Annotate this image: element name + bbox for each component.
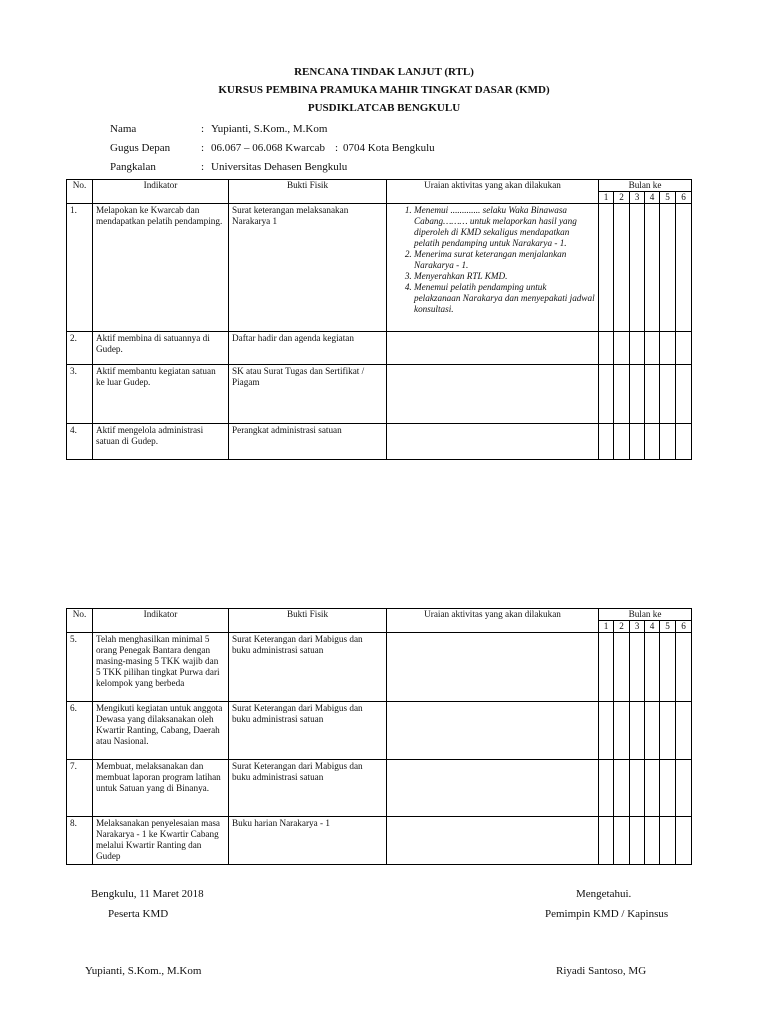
row-bukti-fisik: Surat Keterangan dari Mabigus dan buku administrasi satuan	[229, 633, 387, 702]
row-indikator: Aktif mengelola administrasi satuan di Gudep.	[93, 424, 229, 460]
month-cell	[599, 817, 614, 865]
right-signer-role: Pemimpin KMD / Kapinsus	[545, 908, 669, 920]
nama-value: Yupianti, S.Kom., M.Kom	[211, 123, 328, 135]
activity-item: 3. Menyerahkan RTL KMD.	[414, 271, 595, 282]
month-cell	[660, 365, 676, 424]
month-cell	[660, 817, 676, 865]
month-cell	[614, 204, 630, 332]
row-uraian	[387, 817, 599, 865]
month-cell	[660, 332, 676, 365]
month-cell	[676, 633, 692, 702]
header-month-3: 3	[630, 621, 645, 633]
rtl-table-2	[66, 608, 692, 865]
pangkalan-label: Pangkalan	[110, 161, 156, 173]
activity-list	[390, 205, 595, 315]
row-no: 2.	[67, 332, 93, 365]
header-indikator: Indikator	[93, 180, 229, 204]
header-month-2: 2	[614, 192, 630, 204]
month-cell	[660, 760, 676, 817]
header-uraian: Uraian aktivitas yang akan dilakukan	[387, 609, 599, 633]
header-bulan-ke: Bulan ke	[599, 609, 692, 621]
pangkalan-colon: :	[201, 161, 205, 173]
row-bukti-fisik: Perangkat administrasi satuan	[229, 424, 387, 460]
month-cell	[645, 332, 660, 365]
right-signer-name: Riyadi Santoso, MG	[556, 965, 647, 977]
month-cell	[645, 365, 660, 424]
header-no: No.	[67, 180, 93, 204]
header-month-5: 5	[660, 621, 676, 633]
header-indikator: Indikator	[93, 609, 229, 633]
month-cell	[614, 633, 630, 702]
month-cell	[614, 817, 630, 865]
header-month-3: 3	[630, 192, 645, 204]
row-indikator: Aktif membina di satuannya di Gudep.	[93, 332, 229, 365]
month-cell	[599, 332, 614, 365]
table-row	[67, 365, 692, 424]
month-cell	[645, 817, 660, 865]
row-no: 5.	[67, 633, 93, 702]
month-cell	[599, 424, 614, 460]
header-no: No.	[67, 609, 93, 633]
row-no: 7.	[67, 760, 93, 817]
rtl-table-1	[66, 179, 692, 460]
kwarcab-value: 0704 Kota Bengkulu	[343, 142, 435, 154]
row-indikator: Melapokan ke Kwarcab dan mendapatkan pelatih pendamping.	[93, 204, 229, 332]
row-uraian	[387, 332, 599, 365]
activity-item: 4. Menemui pelatih pendamping untuk pelakzanaan Narakarya dan menyepakati jadwal konsultasi.	[414, 282, 595, 315]
month-cell	[660, 424, 676, 460]
row-bukti-fisik: Surat Keterangan dari Mabigus dan buku administrasi satuan	[229, 760, 387, 817]
kwarcab-colon: :	[335, 142, 339, 154]
month-cell	[614, 760, 630, 817]
row-no: 8.	[67, 817, 93, 865]
right-heading: Mengetahui.	[576, 888, 632, 900]
nama-label: Nama	[110, 123, 137, 135]
month-cell	[676, 365, 692, 424]
month-cell	[645, 633, 660, 702]
month-cell	[599, 365, 614, 424]
month-cell	[676, 332, 692, 365]
header-month-4: 4	[645, 192, 660, 204]
gugus-value: 06.067 – 06.068 Kwarcab	[211, 142, 325, 154]
month-cell	[676, 817, 692, 865]
row-indikator: Melaksanakan penyelesaian masa Narakarya - 1 ke Kwartir Cabang melalui Kwartir Ranting dan Gudep	[93, 817, 229, 865]
month-cell	[676, 204, 692, 332]
pangkalan-value: Universitas Dehasen Bengkulu	[211, 161, 348, 173]
row-uraian	[387, 365, 599, 424]
header-month-6: 6	[676, 621, 692, 633]
row-bukti-fisik: SK atau Surat Tugas dan Sertifikat / Piagam	[229, 365, 387, 424]
row-indikator: Telah menghasilkan minimal 5 orang Penegak Bantara dengan masing-masing 5 TKK wajib dan 5 TKK pilihan tingkat Purwa dari kelompok yang berbeda	[93, 633, 229, 702]
month-cell	[599, 702, 614, 760]
gugus-label: Gugus Depan	[110, 142, 171, 154]
month-cell	[630, 702, 645, 760]
month-cell	[630, 760, 645, 817]
row-bukti-fisik: Surat Keterangan dari Mabigus dan buku administrasi satuan	[229, 702, 387, 760]
month-cell	[599, 204, 614, 332]
row-uraian	[387, 633, 599, 702]
row-bukti-fisik: Surat keterangan melaksanakan Narakarya 1	[229, 204, 387, 332]
left-signer-name: Yupianti, S.Kom., M.Kom	[85, 965, 202, 977]
row-no: 1.	[67, 204, 93, 332]
activity-item: 2. Menerima surat keterangan menjalankan Narakarya - 1.	[414, 249, 595, 271]
header-month-1: 1	[599, 192, 614, 204]
header-month-4: 4	[645, 621, 660, 633]
month-cell	[614, 365, 630, 424]
table-row	[67, 424, 692, 460]
month-cell	[660, 633, 676, 702]
place-date: Bengkulu, 11 Maret 2018	[91, 888, 204, 900]
header-bukti-fisik: Bukti Fisik	[229, 609, 387, 633]
row-no: 6.	[67, 702, 93, 760]
table-row	[67, 760, 692, 817]
nama-colon: :	[201, 123, 205, 135]
month-cell	[660, 702, 676, 760]
document-subtitle: KURSUS PEMBINA PRAMUKA MAHIR TINGKAT DASAR (KMD)	[218, 84, 550, 96]
document-organization: PUSDIKLATCAB BENGKULU	[307, 102, 461, 114]
table-row	[67, 204, 692, 332]
month-cell	[645, 424, 660, 460]
table-row	[67, 332, 692, 365]
month-cell	[676, 760, 692, 817]
month-cell	[676, 702, 692, 760]
row-uraian	[387, 204, 599, 332]
document-title: RENCANA TINDAK LANJUT (RTL)	[294, 66, 474, 78]
row-bukti-fisik: Buku harian Narakarya - 1	[229, 817, 387, 865]
month-cell	[630, 365, 645, 424]
row-uraian	[387, 702, 599, 760]
month-cell	[630, 332, 645, 365]
row-no: 3.	[67, 365, 93, 424]
table-row	[67, 817, 692, 865]
row-indikator: Mengikuti kegiatan untuk anggota Dewasa yang dilaksanakan oleh Kwartir Ranting, Cabang, Daerah atau Nasional.	[93, 702, 229, 760]
month-cell	[614, 332, 630, 365]
month-cell	[630, 424, 645, 460]
row-uraian	[387, 760, 599, 817]
month-cell	[599, 633, 614, 702]
header-month-1: 1	[599, 621, 614, 633]
month-cell	[614, 424, 630, 460]
row-indikator: Membuat, melaksanakan dan membuat laporan program latihan untuk Satuan yang di Binanya.	[93, 760, 229, 817]
month-cell	[645, 204, 660, 332]
table-row	[67, 633, 692, 702]
header-month-2: 2	[614, 621, 630, 633]
month-cell	[676, 424, 692, 460]
row-bukti-fisik: Daftar hadir dan agenda kegiatan	[229, 332, 387, 365]
header-month-5: 5	[660, 192, 676, 204]
month-cell	[630, 204, 645, 332]
left-signer-role: Peserta KMD	[108, 908, 169, 920]
gugus-colon: :	[201, 142, 205, 154]
row-no: 4.	[67, 424, 93, 460]
month-cell	[630, 633, 645, 702]
month-cell	[630, 817, 645, 865]
month-cell	[645, 702, 660, 760]
row-uraian	[387, 424, 599, 460]
header-month-6: 6	[676, 192, 692, 204]
month-cell	[614, 702, 630, 760]
header-uraian: Uraian aktivitas yang akan dilakukan	[387, 180, 599, 204]
table-row	[67, 702, 692, 760]
header-bukti-fisik: Bukti Fisik	[229, 180, 387, 204]
activity-item: 1. Menemui ............. selaku Waka Binawasa Cabang……… untuk melaporkan hasil yang diperoleh di KMD sekaligus mendapatkan pelatih pendamping untuk Narakarya - 1.	[414, 205, 595, 249]
header-bulan-ke: Bulan ke	[599, 180, 692, 192]
row-indikator: Aktif membantu kegiatan satuan ke luar Gudep.	[93, 365, 229, 424]
month-cell	[660, 204, 676, 332]
month-cell	[645, 760, 660, 817]
month-cell	[599, 760, 614, 817]
